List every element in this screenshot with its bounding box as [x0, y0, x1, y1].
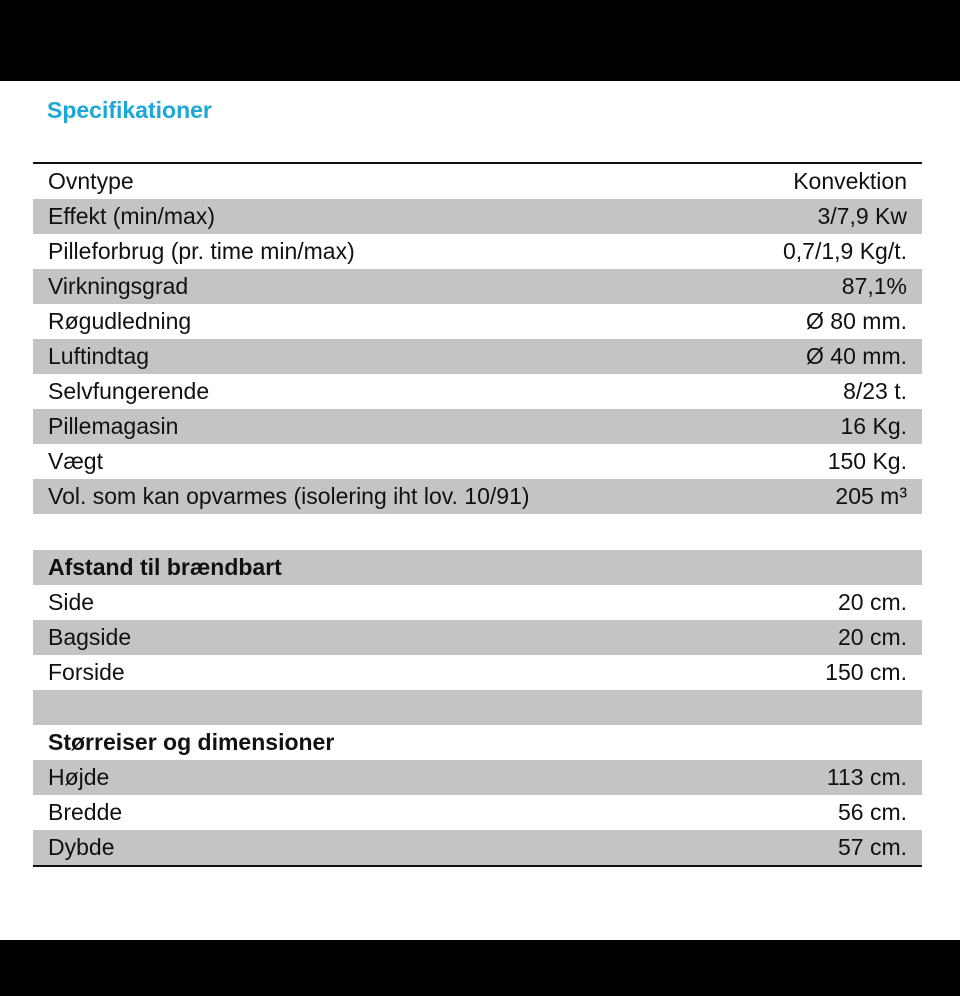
row-value: 56 cm.: [837, 799, 907, 825]
row-label: Bagside: [48, 624, 132, 650]
row-label: Virkningsgrad: [48, 273, 189, 299]
row-value: 150 Kg.: [827, 448, 907, 474]
row-value: 20 cm.: [837, 624, 907, 650]
row-value: 8/23 t.: [843, 378, 907, 404]
row-value: 0,7/1,9 Kg/t.: [782, 238, 907, 264]
row-value: 205 m³: [835, 483, 907, 509]
row-label: Højde: [48, 764, 110, 790]
bottom-black-bar: [0, 940, 960, 996]
row-label: Side: [48, 589, 95, 615]
section-heading: Størreiser og dimensioner: [48, 729, 335, 755]
row-label: Forside: [48, 659, 125, 685]
spec-table: [33, 162, 922, 867]
table-row: [33, 479, 922, 514]
table-row: [33, 620, 922, 655]
table-row: [33, 339, 922, 374]
table-row: [33, 795, 922, 830]
section-heading-clearance: [33, 550, 922, 585]
row-value: 150 cm.: [825, 659, 907, 685]
table-row: [33, 234, 922, 269]
row-value: Ø 40 mm.: [806, 343, 907, 369]
row-label: Bredde: [48, 799, 123, 825]
table-row: [33, 585, 922, 620]
row-value: Ø 80 mm.: [806, 308, 907, 334]
spacer-row: [33, 514, 922, 550]
table-row: [33, 830, 922, 865]
spec-title: Specifikationer: [47, 97, 212, 123]
row-label: Effekt (min/max): [48, 203, 215, 229]
row-value: 3/7,9 Kw: [817, 203, 907, 229]
table-row: [33, 444, 922, 479]
table-row: [33, 409, 922, 444]
row-label: Luftindtag: [48, 343, 150, 369]
row-value: 16 Kg.: [840, 413, 907, 439]
spacer-row: [33, 690, 922, 725]
row-value: 57 cm.: [837, 834, 907, 860]
row-value: 87,1%: [841, 273, 907, 299]
section-heading-dimensions: [33, 725, 922, 760]
row-label: Dybde: [48, 834, 115, 860]
top-black-bar: [0, 0, 960, 81]
row-label: Vægt: [48, 448, 103, 474]
row-value: 20 cm.: [837, 589, 907, 615]
table-row: [33, 269, 922, 304]
row-label: Pillemagasin: [48, 413, 179, 439]
row-label: Ovntype: [48, 168, 134, 194]
row-value: 113 cm.: [826, 764, 907, 790]
table-row: [33, 760, 922, 795]
row-label: Selvfungerende: [48, 378, 210, 404]
section-heading: Afstand til brændbart: [48, 554, 282, 580]
table-row: [33, 164, 922, 199]
table-row: [33, 199, 922, 234]
row-label: Vol. som kan opvarmes (isolering iht lov. 10/91): [48, 483, 530, 509]
table-row: [33, 374, 922, 409]
row-label: Pilleforbrug (pr. time min/max): [48, 238, 355, 264]
row-value: Konvektion: [793, 168, 907, 194]
table-row: [33, 655, 922, 690]
spec-sheet: [0, 81, 960, 940]
table-row: [33, 304, 922, 339]
row-label: Røgudledning: [48, 308, 192, 334]
